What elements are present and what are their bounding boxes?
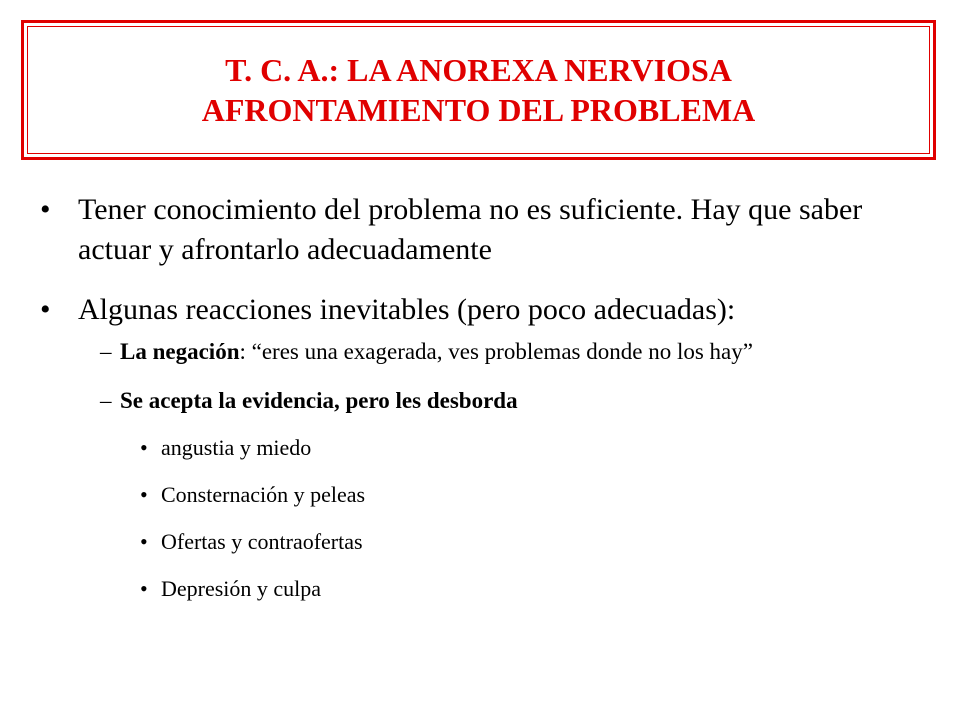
sub-point-evidencia bbox=[40, 386, 920, 416]
bullet-icon: • bbox=[40, 193, 51, 226]
bullet-point-2-text: Algunas reacciones inevitables (pero poco adecuadas): bbox=[78, 293, 736, 326]
bullet-point-2 bbox=[40, 290, 920, 330]
sub-item-4-text: Depresión y culpa bbox=[161, 576, 322, 601]
slide-title bbox=[202, 50, 756, 130]
sub-point-evidencia-label: Se acepta la evidencia, pero les desborda bbox=[120, 388, 518, 413]
sub-point-negacion-text: : “eres una exagerada, ves problemas donde no los hay” bbox=[239, 339, 753, 364]
sub-item-2-text: Consternación y peleas bbox=[161, 482, 366, 507]
sub-item-4 bbox=[40, 574, 920, 604]
bullet-icon: • bbox=[140, 576, 148, 601]
sub-item-1-text: angustia y miedo bbox=[161, 435, 312, 460]
title-line-2: AFRONTAMIENTO DEL PROBLEMA bbox=[201, 92, 756, 128]
bullet-icon: • bbox=[140, 529, 148, 554]
bullet-point-1-text: Tener conocimiento del problema no es suficiente. Hay que saber actuar y afrontarlo adecuadamente bbox=[78, 193, 863, 266]
slide-content bbox=[40, 190, 920, 604]
dash-icon: – bbox=[100, 339, 112, 364]
sub-item-3-text: Ofertas y contraofertas bbox=[161, 529, 363, 554]
title-line-1: T. C. A.: LA ANOREXA NERVIOSA bbox=[225, 52, 732, 88]
bullet-icon: • bbox=[140, 435, 148, 460]
sub-item-2 bbox=[40, 480, 920, 510]
dash-icon: – bbox=[100, 388, 112, 413]
sub-point-negacion bbox=[40, 337, 920, 367]
sub-point-negacion-label: La negación bbox=[120, 339, 240, 364]
sub-item-1 bbox=[40, 433, 920, 463]
title-box bbox=[21, 20, 936, 160]
bullet-icon: • bbox=[40, 293, 51, 326]
bullet-icon: • bbox=[140, 482, 148, 507]
bullet-point-1 bbox=[40, 190, 920, 270]
sub-item-3 bbox=[40, 527, 920, 557]
